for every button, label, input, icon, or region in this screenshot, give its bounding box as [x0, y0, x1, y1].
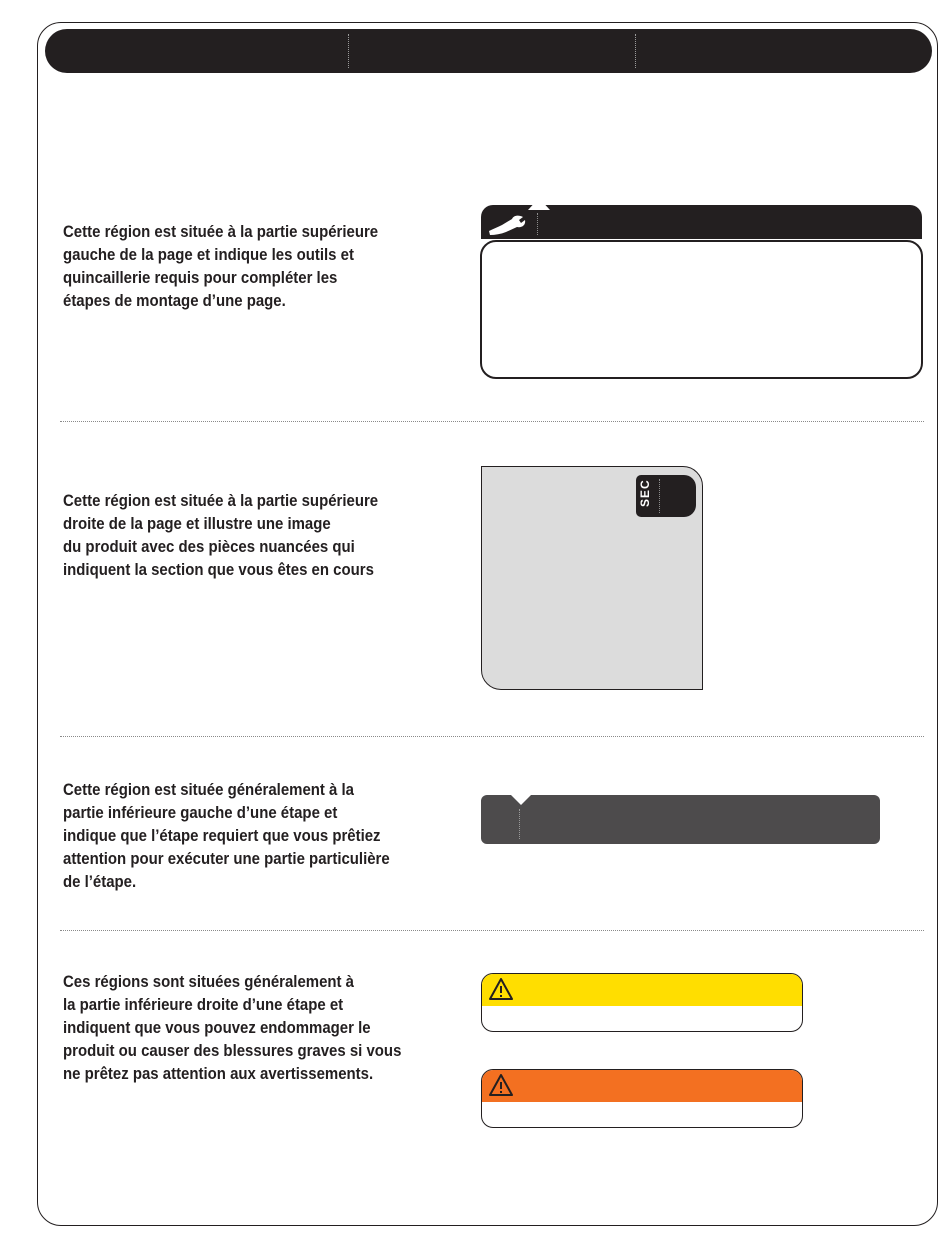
- header-bar: [45, 29, 932, 73]
- warning-header: [482, 1070, 802, 1102]
- section-separator: [60, 736, 924, 737]
- warning-box: [481, 1069, 803, 1128]
- tools-tab: [484, 205, 532, 239]
- section-separator: [60, 930, 924, 931]
- section-tab-divider: [659, 479, 660, 513]
- section-tab-label: SEC: [638, 479, 652, 507]
- section-tab: [636, 475, 696, 517]
- tools-tab-notch: [528, 198, 550, 210]
- warning-triangle-icon: [488, 1073, 514, 1097]
- tools-header-bar: [481, 205, 922, 239]
- header-divider: [635, 34, 636, 68]
- caution-header: [482, 974, 802, 1006]
- tools-description: Cette région est située à la partie supérieure gauche de la page et indique les outils et quincaillerie requis pour compléter les étapes de montage d’une page.: [63, 222, 379, 310]
- attention-divider: [519, 809, 520, 839]
- section-image-description: Cette région est située à la partie supérieure droite de la page et illustre une image du produit avec des pièces nuancées qui indiquent la section que vous êtes en cours: [63, 491, 379, 579]
- tools-header-divider: [537, 213, 538, 235]
- section-separator: [60, 421, 924, 422]
- header-divider: [348, 34, 349, 68]
- tools-panel: [480, 240, 923, 379]
- caution-box: [481, 973, 803, 1032]
- attention-notch: [510, 794, 532, 806]
- attention-bar: [481, 795, 880, 844]
- warning-triangle-icon: [488, 977, 514, 1001]
- warnings-description: Ces régions sont situées généralement à la partie inférieure droite d’une étape et indiquent que vous pouvez endommager le produit ou causer des blessures graves si vous ne prêtez pas attention aux avertissements.: [63, 972, 402, 1083]
- attention-description: Cette région est située généralement à la partie inférieure gauche d’une étape et indique que l’étape requiert que vous prêtiez attention pour exécuter une partie particulière de l’étape.: [63, 780, 390, 891]
- wrench-icon: [489, 216, 525, 235]
